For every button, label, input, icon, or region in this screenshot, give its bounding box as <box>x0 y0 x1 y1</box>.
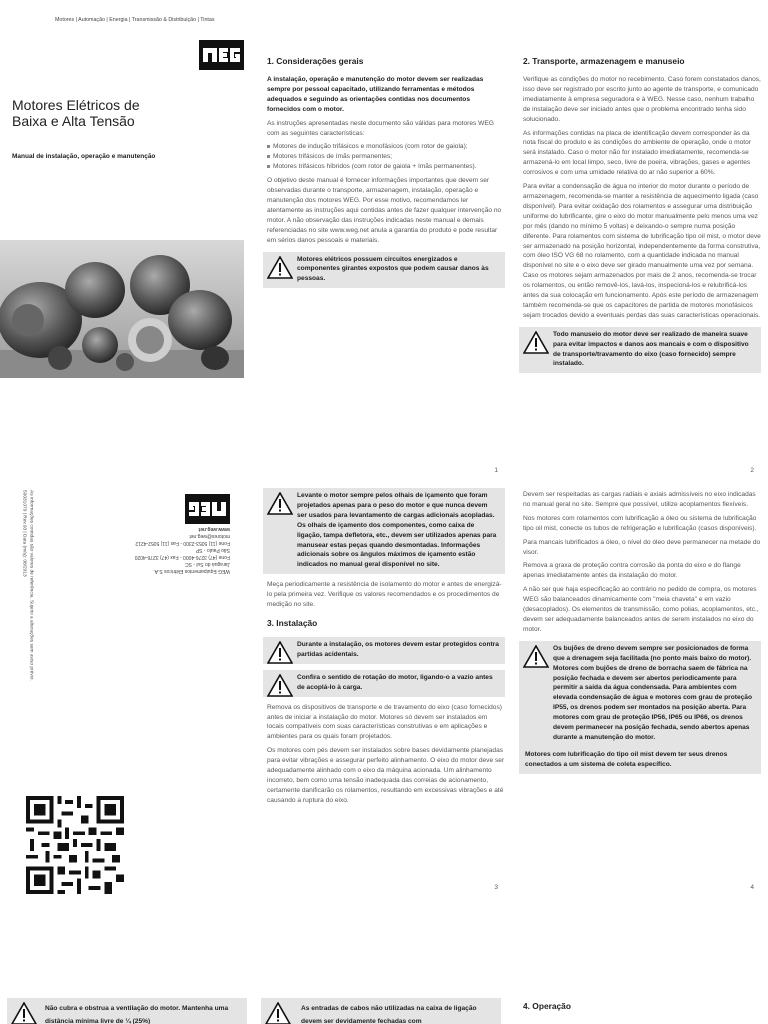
intro-bold: A instalação, operação e manutenção do motor devem ser realizadas sempre por pessoal capacitado, utilizando ferramentas e métodos adequados e seguindo as orientações contidas nos documentos fornecidos com o motor. <box>267 76 484 113</box>
warning-box <box>263 637 505 664</box>
page-number: 3 <box>494 884 498 891</box>
paragraph: Para evitar a condensação de água no interior do motor durante o período de armazenagem, recomenda-se manter a resistência de aquecimento ligada (caso disponível). Para evitar oxidação dos rolamentos e assegurar uma distribuição uniforme do lubrificante, gire o eixo do motor manualmente pelo menos uma vez por mês (dando no mínimo 5 voltas) e deixando-o sempre numa posição diferente. Para rolamentos com sistema de lubrificação tipo oil mist, o motor deve ser armazenado na posição horizontal, independentemente da forma construtiva, com óleo ISO VG 68 no rolamento, com a quantidade indicada no manual disponível no site e o eixo deve ser girado manualmente uma vez por semana. Caso os motores sejam armazenados por mais de 2 anos, recomenda-se trocar os rolamentos, ou então removê-los, lavá-los, inspecioná-los e relubrificá-los antes da sua colocação em funcionamento. Após este período de armazenagem também recomenda-se que os capacitores de partida de motores monofásicos sejam trocados devido a eventuais perdas das suas características operacionais. <box>523 183 761 319</box>
back-line: WEG Equipamentos Elétricos S.A. <box>153 568 230 574</box>
section-heading-2: 2. Transporte, armazenagem e manuseio <box>523 56 685 66</box>
bullet-item: Motores trifásicos híbridos (com rotor de gaiola + ímãs permanentes). <box>267 162 505 172</box>
back-line: São Paulo - SP <box>195 547 230 553</box>
page-6-partial <box>256 990 512 1024</box>
warning-box <box>263 488 505 574</box>
side-text: Sujeito a alterações sem aviso prévio. <box>28 600 34 681</box>
section-heading-3: 3. Instalação <box>267 617 318 628</box>
page-3 <box>256 480 512 900</box>
paragraph: Remova a graxa de proteção contra corrosão da ponta do eixo e do flange apenas imediatamente antes da instalação do motor. <box>523 562 741 580</box>
back-side-text <box>20 490 34 700</box>
paragraph: O objetivo deste manual é fornecer informações importantes que devem ser observadas durante o transporte, armazenagem, instalação, operação e manutenção dos motores WEG. Por esse motivo, recomendamos ler atentamente as instruções aqui contidas antes de fazer qualquer intervenção no motor. A não observação das instruções indicadas neste manual e demais referenciadas no site www.weg.net anula a garantia do produto e pode resultar em sérios danos pessoais e materiais. <box>267 177 502 244</box>
back-line: motores@weg.net <box>189 533 230 539</box>
section-heading-4: 4. Operação <box>523 1001 571 1011</box>
bullet-list <box>267 142 505 172</box>
back-address <box>100 494 230 574</box>
back-line: Fone (47) 3276-4000 - Fax (47) 3276-4020 <box>134 554 230 560</box>
warning-box <box>519 327 761 374</box>
warning-icon <box>523 645 549 668</box>
section-heading-1: 1. Considerações gerais <box>267 56 364 66</box>
warning-icon <box>267 492 293 515</box>
warning-icon <box>11 1002 37 1024</box>
warning-text: Levante o motor sempre pelos olhais de içamento que foram projetados apenas para o peso do motor e que nunca devem ser usados para levantamento de cargas adicionais acopladas. Os olhais de içamento dos componentes, como caixa de ligação, tampa defletora, etc., devem ser utilizados apenas para manusear estas peças quando desmontadas. Informações adicionais sobre os ângulos máximos de içamento estão indicados no manual geral disponível no site. <box>297 492 497 569</box>
warning-box <box>263 670 505 697</box>
paragraph: As instruções apresentadas neste documento são válidas para motores WEG com as seguintes características: <box>267 119 494 137</box>
warning-icon <box>267 641 293 664</box>
warning-box <box>519 641 761 774</box>
back-line: Jaraguá do Sul - SC <box>184 561 230 567</box>
warning-text: Não cubra e obstrua a ventilação do motor. Mantenha uma distância mínima livre de ¼ (25%) <box>45 1005 229 1024</box>
page-number: 2 <box>750 467 754 474</box>
side-text: 50031070 | Rev.03 | Data (m/a): 08/2013 <box>21 490 27 577</box>
paragraph: Devem ser respeitadas as cargas radiais e axiais admissíveis no eixo indicadas no manual geral no site. Sempre que possível, utilize acoplamentos flexíveis. <box>523 491 756 508</box>
cover-title: Motores Elétricos de Baixa e Alta Tensão <box>12 97 140 129</box>
warning-text: Durante a instalação, os motores devem estar protegidos contra partidas acidentais. <box>297 640 499 658</box>
warning-text: Confira o sentido de rotação do motor, ligando-o a vazio antes de acoplá-lo à carga. <box>297 673 493 691</box>
page-number: 1 <box>494 467 498 474</box>
paragraph: Meça periodicamente a resistência de isolamento do motor e antes de energizá-lo pela primeira vez. Verifique os valores recomendados e os procedimentos de medição no site. <box>267 581 502 609</box>
motors-photo <box>0 240 244 378</box>
warning-text: Todo manuseio do motor deve ser realizado de maneira suave para evitar impactos e danos aos mancais e com o dispositivo de transporte/travamento do eixo (caso fornecido) sempre instalado. <box>553 330 749 368</box>
paragraph: Nos motores com rolamentos com lubrificação a óleo ou sistema de lubrificação tipo oil mist, conecte os tubos de refrigeração e lubrificação (casos disponíveis). <box>523 514 757 532</box>
paragraph: Verifique as condições do motor no recebimento. Caso forem constatados danos, isso deve ser registrado por escrito junto ao agente de transporte, e comunicado imediatamente à empresa seguradora e à WEG. Nesse caso, nenhum trabalho de instalação deve ser iniciado antes que o problema encontrado tenha sido solucionado. <box>523 76 761 123</box>
bullet-item: Motores de indução trifásicos e monofásicos (com rotor de gaiola); <box>267 142 505 152</box>
warning-box <box>261 998 501 1024</box>
paragraph: Os motores com pés devem ser instalados sobre bases devidamente planejadas para evitar vibrações e assegurar perfeito alinhamento. O eixo do motor deve ser adequadamente alinhado com o eixo da máquina acionada. Um alinhamento incorreto, bem como uma tensão inadequada das correias de acionamento, certamente danificarão os rolamentos, resultando em excessivas vibrações e até causando a ruptura do eixo. <box>267 747 505 804</box>
weg-logo <box>185 494 230 524</box>
cover-subtitle: Manual de instalação, operação e manutenção <box>12 153 156 160</box>
warning-icon <box>523 331 549 354</box>
paragraph: Para mancais lubrificados a óleo, o nível do óleo deve permanecer na metade do visor. <box>523 538 761 556</box>
warning-box <box>263 252 505 289</box>
back-line: Fone (11) 5053-2300 - Fax (11) 5052-4212 <box>135 540 230 546</box>
warning-box <box>7 998 247 1024</box>
warning-text: Motores com lubrificação do tipo oil mist devem ter seus drenos conectados a um sistema de coleta específico. <box>525 750 728 768</box>
paragraph: Remova os dispositivos de transporte e de travamento do eixo (caso fornecidos) antes de iniciar a instalação do motor. Motores só devem ser instalados em locais compatíveis com suas características construtivas e em aplicações e ambientes para os quais foram projetados. <box>267 703 502 741</box>
weg-logo <box>199 40 244 70</box>
warning-text: Motores elétricos possuem circuitos energizados e componentes girantes expostos que podem causar danos às pessoas. <box>297 255 489 283</box>
bullet-item: Motores trifásicos de ímãs permanentes; <box>267 152 505 162</box>
page-number: 4 <box>750 884 754 891</box>
qr-code <box>26 796 124 894</box>
page-1 <box>256 40 512 480</box>
warning-icon <box>267 674 293 697</box>
back-line: www.weg.net <box>198 526 230 532</box>
page-4 <box>512 480 768 900</box>
page-5-partial <box>0 990 256 1024</box>
page-2 <box>512 40 768 480</box>
paragraph: A não ser que haja especificação ao contrário no pedido de compra, os motores WEG são balanceados dinamicamente com "meia chaveta" e em vazio (desacoplados). Os elementos de transmissão, como polias, acoplamentos, etc., devem ser adequadamente balanceados antes de serem instalados no eixo do motor. <box>523 586 759 633</box>
warning-text: Os bujões de dreno devem sempre ser posicionados de forma que a drenagem seja facilitada (no ponto mais baixo do motor). Motores com bujões de dreno de borracha saem de fábrica na posição fechada e devem ser abertos periodicamente para permitir a saída da água condensada. Para ambientes com elevada condensação de água e motores com grau de proteção IP55, os drenos podem ser montados na posição aberta. Para motores com grau de proteção IP56, IP65 ou IP66, os drenos devem permanecer na posição fechada, sendo abertos apenas durante a manutenção do motor. <box>553 644 752 741</box>
paragraph: As informações contidas na placa de identificação devem corresponder às da nota fiscal do produto e às condições do ambiente de operação, onde o motor será instalado. Caso o motor não for instalado imediatamente, recomenda-se armazená-lo em local limpo, seco, livre de poeira, vibrações, gases e agentes corrosivos e com uma umidade relativa do ar não superior a 60%. <box>523 129 752 177</box>
warning-text: As entradas de cabos não utilizadas na caixa de ligação devem ser devidamente fechadas com <box>301 1005 477 1024</box>
top-nav: Motores | Automação | Energia | Transmissão & Distribuição | Tintas <box>55 17 215 23</box>
side-text: As informações contidas são valores de referência. <box>28 490 34 599</box>
page-7-partial <box>512 990 768 1024</box>
warning-icon <box>267 256 293 279</box>
warning-icon <box>265 1002 291 1024</box>
